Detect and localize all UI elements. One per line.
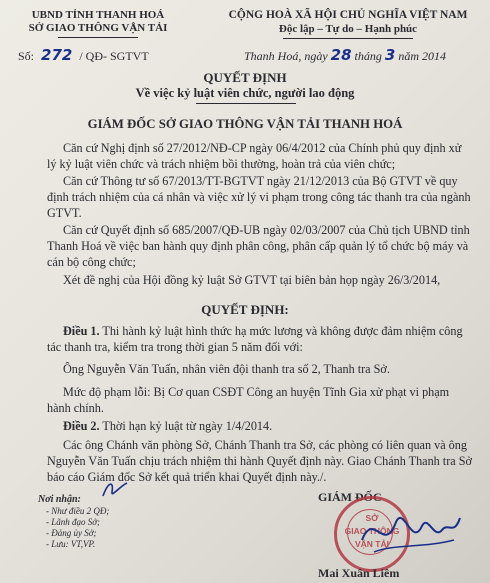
- document-subject: Về việc kỷ luật viên chức, người lao động: [135, 86, 355, 100]
- recipient-item: - Lãnh đạo Sở;: [46, 517, 101, 527]
- stamp-line: GIAO THÔNG: [344, 526, 400, 536]
- place-date: [244, 46, 446, 64]
- signer-name: Mai Xuân Liêm: [318, 566, 400, 580]
- document-number: [18, 46, 149, 64]
- initial-mark-icon: [100, 478, 130, 500]
- recipient-item: - Lưu: VT,VP.: [46, 539, 96, 549]
- issuer: GIÁM ĐỐC SỞ GIAO THÔNG VẬN TẢI THANH HOÁ: [87, 117, 403, 131]
- document-type: QUYẾT ĐỊNH: [203, 70, 287, 85]
- agency-name: SỞ GIAO THÔNG VẬN TẢI: [28, 22, 168, 34]
- article-1-text: Thi hành kỷ luật hình thức hạ mức lương và không được đảm nhiệm công tác thanh tra, kiểm tra trong thời gian 5 năm đối với:: [47, 324, 463, 354]
- article-3: Các ông Chánh văn phòng Sở, Chánh Thanh tra Sở, các phòng có liên quan và ông Nguyễn Văn Tuấn chịu trách nhiệm thi hành Quyết định này. Giao Chánh Thanh tra Sở báo cáo Giám đốc Sở kết quả triển khai Quyết định này./.: [47, 438, 472, 484]
- handwritten-month: 3: [384, 46, 396, 64]
- recipients-title: Nơi nhận:: [38, 494, 81, 505]
- number-prefix: Số:: [18, 49, 35, 63]
- agency-parent: UBND TỈNH THANH HOÁ: [31, 9, 165, 21]
- stamp-line: SỞ: [365, 513, 379, 523]
- handwritten-number: 272: [41, 46, 73, 64]
- stamp-line: VẬN TẢI: [355, 539, 389, 549]
- motto-underline: [283, 38, 413, 39]
- month-label: tháng: [354, 49, 382, 63]
- article-1: [47, 323, 472, 355]
- article-1-label: Điều 1.: [63, 324, 100, 338]
- preamble-3: Căn cứ Quyết định số 685/2007/QĐ-UB ngày 02/03/2007 của Chủ tịch UBND tỉnh Thanh Hoá về việc ban hành quy định phân công, phân cấp quản lý tổ chức bộ máy và cán bộ công chức;: [47, 223, 470, 269]
- preamble-2: Căn cứ Thông tư số 67/2013/TT-BGTVT ngày 21/12/2013 của Bộ GTVT về quy định trách nhiệm của cá nhân và việc xử lý vi phạm trong công tác thanh tra của ngành GTVT.: [47, 174, 471, 220]
- preamble-1: Căn cứ Nghị định số 27/2012/NĐ-CP ngày 06/4/2012 của Chính phủ quy định xử lý kỷ luật viên chức và trách nhiệm bồi thường, hoàn trả của viên chức;: [47, 141, 462, 171]
- article-2-text: Thời hạn kỷ luật từ ngày 1/4/2014.: [102, 419, 273, 433]
- agency-underline: [58, 37, 138, 38]
- number-suffix: / QĐ- SGTVT: [79, 49, 149, 63]
- preamble-4: Xét đề nghị của Hội đồng kỷ luật Sở GTVT tại biên bản họp ngày 26/3/2014,: [63, 273, 441, 287]
- year-label: năm 2014: [398, 49, 446, 63]
- handwritten-day: 28: [330, 46, 352, 64]
- article-2: [47, 418, 472, 434]
- recipient-item: - Như điều 2 QĐ;: [46, 506, 110, 516]
- country-name: CỘNG HOÀ XÃ HỘI CHỦ NGHĨA VIỆT NAM: [228, 9, 468, 21]
- national-motto: Độc lập – Tự do – Hạnh phúc: [278, 23, 418, 35]
- subject-underline: [196, 103, 296, 104]
- signature-scribble-icon: [354, 500, 464, 570]
- signature-role: GIÁM ĐỐC: [318, 490, 382, 504]
- article-2-label: Điều 2.: [63, 419, 100, 433]
- decision-heading: QUYẾT ĐỊNH:: [201, 302, 289, 317]
- article-1-violation: Mức độ phạm lỗi: Bị Cơ quan CSĐT Công an huyện Tĩnh Gia xử phạt vi phạm hành chính.: [47, 385, 450, 415]
- article-1-person: Ông Nguyễn Văn Tuấn, nhân viên đội thanh tra số 2, Thanh tra Sở.: [63, 362, 390, 376]
- place-date-prefix: Thanh Hoá, ngày: [244, 49, 328, 63]
- recipient-item: - Đảng ủy Sở;: [46, 528, 97, 538]
